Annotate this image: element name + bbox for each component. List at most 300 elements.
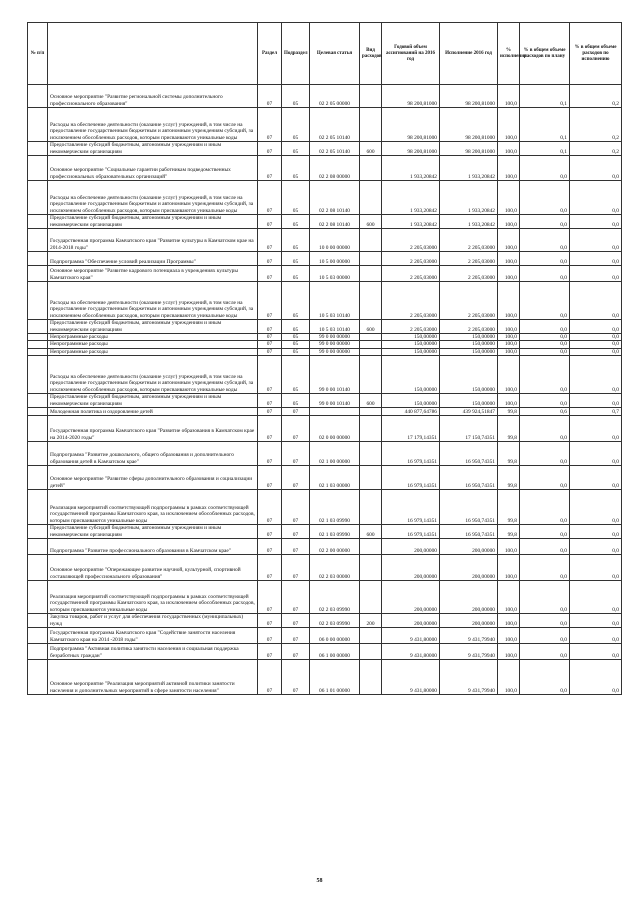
- row-annual: 9 431,80000: [382, 659, 440, 694]
- row-share-exec: 0,0: [570, 415, 622, 441]
- row-share-plan: 0,6: [520, 407, 570, 415]
- row-section: 07: [258, 441, 282, 465]
- row-target: 02 2 05 10140: [310, 142, 360, 156]
- row-kind: 600: [360, 524, 382, 538]
- row-share-plan: 0,0: [520, 181, 570, 215]
- row-num: [28, 341, 48, 348]
- row-pct: 99,8: [498, 407, 520, 415]
- row-subsection: 07: [282, 627, 310, 643]
- row-share-plan: 0,1: [520, 85, 570, 108]
- row-target: 06 0 00 00000: [310, 627, 360, 643]
- row-subsection: 07: [282, 489, 310, 524]
- row-num: [28, 334, 48, 341]
- row-pct: 100,0: [498, 85, 520, 108]
- row-section: 07: [258, 627, 282, 643]
- row-name: Реализация мероприятий соответствующей подпрограммы в рамках соответствующей государственной программы Камчатского края, за исключением обособленных расходов, которым присваиваются уникальные коды: [48, 580, 258, 613]
- row-pct: 100,0: [498, 643, 520, 659]
- row-target: 02 2 08 00000: [310, 156, 360, 181]
- header-pct: % исполнения: [498, 23, 520, 85]
- row-section: 07: [258, 142, 282, 156]
- row-kind: 600: [360, 320, 382, 334]
- row-kind: 600: [360, 142, 382, 156]
- row-name: Реализация мероприятий соответствующей подпрограммы в рамках соответствующей государственной программы Камчатского края, за исключением обособленных расходов, которым присваиваются уникальные коды: [48, 489, 258, 524]
- row-target: 99 0 00 10140: [310, 355, 360, 393]
- row-share-plan: 0,0: [520, 415, 570, 441]
- row-share-plan: 0,0: [520, 320, 570, 334]
- row-annual: 2 205,03000: [382, 282, 440, 320]
- row-share-plan: 0,0: [520, 266, 570, 282]
- row-share-plan: 0,0: [520, 355, 570, 393]
- row-exec: 150,00000: [440, 355, 498, 393]
- row-name: Подпрограмма "Развитие профессионального образования в Камчатском крае": [48, 538, 258, 554]
- row-num: [28, 252, 48, 266]
- row-pct: 99,8: [498, 524, 520, 538]
- header-row: [28, 23, 622, 85]
- row-share-plan: 0,1: [520, 108, 570, 142]
- row-kind: [360, 489, 382, 524]
- row-share-plan: 0,0: [520, 229, 570, 252]
- table-row: [28, 181, 622, 215]
- row-share-exec: 0,0: [570, 252, 622, 266]
- row-name: Основное мероприятие "Реализация мероприятий активной политики занятости населения и дополнительных мероприятий в сфере занятости населения": [48, 659, 258, 694]
- row-name: Основное мероприятие "Развитие сферы дополнительного образования и социализации детей": [48, 465, 258, 489]
- row-exec: 150,00000: [440, 334, 498, 341]
- row-pct: 100,0: [498, 108, 520, 142]
- row-target: 10 5 03 00000: [310, 266, 360, 282]
- row-pct: 100,0: [498, 215, 520, 229]
- row-section: 07: [258, 580, 282, 613]
- row-num: [28, 613, 48, 627]
- row-num: [28, 108, 48, 142]
- row-share-plan: 0,0: [520, 524, 570, 538]
- table-row: [28, 613, 622, 627]
- row-name: Расходы на обеспечение деятельности (оказание услуг) учреждений, в том числе на предоставление государственным бюджетным и автономным учреждениям субсидий, за исключением обособленных расходов, которым присваиваются уникальные коды: [48, 282, 258, 320]
- row-name: Основное мероприятие "Опережающее развитие научной, культурной, спортивной составляющей профессионального образования": [48, 554, 258, 580]
- row-annual: 200,00000: [382, 613, 440, 627]
- header-name: [48, 23, 258, 85]
- row-pct: 100,0: [498, 538, 520, 554]
- table-body: [28, 85, 622, 695]
- row-subsection: 07: [282, 465, 310, 489]
- row-share-plan: 0,0: [520, 348, 570, 355]
- row-name: Непрограммные расходы: [48, 341, 258, 348]
- row-target: 02 2 08 10140: [310, 181, 360, 215]
- row-kind: [360, 108, 382, 142]
- row-target: 02 1 03 09990: [310, 489, 360, 524]
- row-subsection: 05: [282, 85, 310, 108]
- row-section: 07: [258, 229, 282, 252]
- row-subsection: 05: [282, 320, 310, 334]
- row-name: Непрограммные расходы: [48, 348, 258, 355]
- row-num: [28, 181, 48, 215]
- row-pct: 100,0: [498, 142, 520, 156]
- row-subsection: 05: [282, 348, 310, 355]
- row-pct: 100,0: [498, 580, 520, 613]
- row-share-plan: 0,1: [520, 142, 570, 156]
- row-share-exec: 0,0: [570, 643, 622, 659]
- row-annual: 150,00000: [382, 341, 440, 348]
- row-exec: 2 205,03000: [440, 252, 498, 266]
- row-subsection: 05: [282, 334, 310, 341]
- table-row: [28, 142, 622, 156]
- row-section: 07: [258, 252, 282, 266]
- row-pct: 100,0: [498, 181, 520, 215]
- row-share-exec: 0,0: [570, 580, 622, 613]
- table-row: [28, 85, 622, 108]
- row-section: 07: [258, 613, 282, 627]
- row-name: Подпрограмма "Обеспечение условий реализации Программы": [48, 252, 258, 266]
- row-annual: 9 431,80000: [382, 643, 440, 659]
- row-exec: 200,00000: [440, 554, 498, 580]
- row-share-exec: 0,0: [570, 156, 622, 181]
- row-share-plan: 0,0: [520, 627, 570, 643]
- row-num: [28, 85, 48, 108]
- row-pct: 100,0: [498, 554, 520, 580]
- row-annual: 98 200,81000: [382, 108, 440, 142]
- row-share-plan: 0,0: [520, 465, 570, 489]
- row-exec: 200,00000: [440, 613, 498, 627]
- row-share-exec: 0,0: [570, 341, 622, 348]
- row-exec: 200,00000: [440, 580, 498, 613]
- row-exec: 150,00000: [440, 348, 498, 355]
- header-annual: Годовой объем ассигнований на 2016 год: [382, 23, 440, 85]
- row-annual: 16 979,14351: [382, 441, 440, 465]
- table-row: [28, 266, 622, 282]
- row-kind: [360, 465, 382, 489]
- row-exec: 1 933,20842: [440, 181, 498, 215]
- row-num: [28, 355, 48, 393]
- row-pct: 100,0: [498, 341, 520, 348]
- budget-table: [27, 22, 622, 695]
- row-share-exec: 0,0: [570, 229, 622, 252]
- row-exec: 16 950,74351: [440, 489, 498, 524]
- row-kind: [360, 156, 382, 181]
- row-name: Предоставление субсидий бюджетным, автономным учреждениям и иным некоммерческим организациям: [48, 393, 258, 407]
- row-target: 02 2 03 09990: [310, 613, 360, 627]
- row-section: 07: [258, 320, 282, 334]
- row-subsection: 05: [282, 393, 310, 407]
- row-share-exec: 0,7: [570, 407, 622, 415]
- row-annual: 16 979,14351: [382, 489, 440, 524]
- row-share-exec: 0,0: [570, 465, 622, 489]
- table-row: [28, 489, 622, 524]
- row-exec: 9 431,79940: [440, 659, 498, 694]
- row-target: 02 2 08 10140: [310, 215, 360, 229]
- row-share-exec: 0,2: [570, 142, 622, 156]
- row-num: [28, 215, 48, 229]
- row-share-exec: 0,0: [570, 554, 622, 580]
- row-target: 02 2 00 00000: [310, 538, 360, 554]
- row-annual: 150,00000: [382, 355, 440, 393]
- row-share-exec: 0,0: [570, 441, 622, 465]
- row-share-plan: 0,0: [520, 215, 570, 229]
- row-exec: 2 205,03000: [440, 266, 498, 282]
- row-section: 07: [258, 407, 282, 415]
- row-num: [28, 659, 48, 694]
- row-kind: [360, 181, 382, 215]
- table-row: [28, 441, 622, 465]
- row-target: 99 0 00 00000: [310, 348, 360, 355]
- row-exec: 439 924,51847: [440, 407, 498, 415]
- row-annual: 150,00000: [382, 393, 440, 407]
- row-name: Государственная программа Камчатского края "Развитие культуры в Камчатском крае на 2014-2018 годы": [48, 229, 258, 252]
- row-share-exec: 0,2: [570, 108, 622, 142]
- row-name: Расходы на обеспечение деятельности (оказание услуг) учреждений, в том числе на предоставление государственным бюджетным и автономным учреждениям субсидий, за исключением обособленных расходов, которым присваиваются уникальные коды: [48, 355, 258, 393]
- row-subsection: 07: [282, 659, 310, 694]
- row-pct: 99,8: [498, 489, 520, 524]
- row-share-plan: 0,0: [520, 282, 570, 320]
- row-subsection: 07: [282, 441, 310, 465]
- header-kind: Вид расходов: [360, 23, 382, 85]
- header-num: № п/п: [28, 23, 48, 85]
- row-subsection: 05: [282, 142, 310, 156]
- row-pct: 100,0: [498, 355, 520, 393]
- row-target: 02 2 03 09990: [310, 580, 360, 613]
- row-kind: [360, 659, 382, 694]
- row-exec: 16 950,74351: [440, 441, 498, 465]
- row-target: 02 1 03 09990: [310, 524, 360, 538]
- row-kind: [360, 441, 382, 465]
- row-kind: [360, 282, 382, 320]
- row-target: 99 0 00 00000: [310, 334, 360, 341]
- row-target: 02 1 03 00000: [310, 465, 360, 489]
- table-row: [28, 229, 622, 252]
- row-annual: 440 877,64786: [382, 407, 440, 415]
- table-row: [28, 627, 622, 643]
- row-share-exec: 0,0: [570, 320, 622, 334]
- row-exec: 9 431,79940: [440, 627, 498, 643]
- row-exec: 150,00000: [440, 341, 498, 348]
- row-name: Предоставление субсидий бюджетным, автономным учреждениям и иным некоммерческим организациям: [48, 320, 258, 334]
- row-pct: 99,8: [498, 415, 520, 441]
- row-exec: 16 950,74351: [440, 465, 498, 489]
- row-pct: 100,0: [498, 627, 520, 643]
- row-exec: 2 205,03000: [440, 282, 498, 320]
- row-num: [28, 580, 48, 613]
- budget-table-sheet: [27, 22, 622, 695]
- row-subsection: 07: [282, 407, 310, 415]
- row-name: Закупка товаров, работ и услуг для обеспечения государственных (муниципальных) нужд: [48, 613, 258, 627]
- row-num: [28, 282, 48, 320]
- row-subsection: 07: [282, 538, 310, 554]
- row-share-exec: 0,0: [570, 659, 622, 694]
- row-kind: [360, 85, 382, 108]
- row-share-exec: 0,2: [570, 85, 622, 108]
- row-annual: 17 179,14351: [382, 415, 440, 441]
- row-section: 07: [258, 156, 282, 181]
- row-subsection: 05: [282, 156, 310, 181]
- row-section: 07: [258, 85, 282, 108]
- row-annual: 2 205,03000: [382, 266, 440, 282]
- row-name: Государственная программа Камчатского края "Развитие образования в Камчатском крае на 2014-2020 годы": [48, 415, 258, 441]
- row-section: 07: [258, 415, 282, 441]
- table-row: [28, 320, 622, 334]
- row-name: Основное мероприятие "Социальные гарантии работникам подведомственных профессиональных образовательных организаций": [48, 156, 258, 181]
- row-section: 07: [258, 266, 282, 282]
- row-share-plan: 0,0: [520, 156, 570, 181]
- table-row: [28, 108, 622, 142]
- row-name: Основное мероприятие "Развитие региональной системы дополнительного профессионального образования": [48, 85, 258, 108]
- row-num: [28, 229, 48, 252]
- row-annual: 150,00000: [382, 334, 440, 341]
- row-kind: 200: [360, 613, 382, 627]
- row-annual: 1 933,20842: [382, 156, 440, 181]
- row-kind: [360, 415, 382, 441]
- row-share-plan: 0,0: [520, 613, 570, 627]
- row-section: 07: [258, 489, 282, 524]
- row-annual: 2 205,03000: [382, 252, 440, 266]
- row-subsection: 05: [282, 282, 310, 320]
- row-annual: 200,00000: [382, 554, 440, 580]
- row-name: Расходы на обеспечение деятельности (оказание услуг) учреждений, в том числе на предоставление государственным бюджетным и автономным учреждениям субсидий, за исключением обособленных расходов, которым присваиваются уникальные коды: [48, 108, 258, 142]
- row-subsection: 07: [282, 554, 310, 580]
- row-exec: 16 950,74351: [440, 524, 498, 538]
- row-section: 07: [258, 215, 282, 229]
- table-row: [28, 415, 622, 441]
- row-num: [28, 266, 48, 282]
- row-name: Предоставление субсидий бюджетным, автономным учреждениям и иным некоммерческим организациям: [48, 215, 258, 229]
- row-name: Подпрограмма "Развитие дошкольного, общего образования и дополнительного образования детей в Камчатском крае": [48, 441, 258, 465]
- page-number: 58: [316, 878, 323, 884]
- row-pct: 100,0: [498, 613, 520, 627]
- row-share-plan: 0,0: [520, 441, 570, 465]
- row-subsection: 07: [282, 613, 310, 627]
- row-pct: 99,8: [498, 441, 520, 465]
- row-target: 99 0 00 10140: [310, 393, 360, 407]
- row-subsection: 05: [282, 215, 310, 229]
- row-kind: [360, 538, 382, 554]
- row-num: [28, 554, 48, 580]
- row-exec: 98 200,81000: [440, 108, 498, 142]
- row-target: 10 5 00 00000: [310, 252, 360, 266]
- row-name: Расходы на обеспечение деятельности (оказание услуг) учреждений, в том числе на предоставление государственным бюджетным и автономным учреждениям субсидий, за исключением обособленных расходов, которым присваиваются уникальные коды: [48, 181, 258, 215]
- row-section: 07: [258, 108, 282, 142]
- row-num: [28, 320, 48, 334]
- row-annual: 98 200,81000: [382, 142, 440, 156]
- row-share-plan: 0,0: [520, 659, 570, 694]
- row-name: Молодежная политика и оздоровление детей: [48, 407, 258, 415]
- row-pct: 100,0: [498, 229, 520, 252]
- header-target: Целевая статья: [310, 23, 360, 85]
- table-row: [28, 554, 622, 580]
- row-kind: [360, 266, 382, 282]
- row-pct: 100,0: [498, 266, 520, 282]
- row-exec: 17 150,74351: [440, 415, 498, 441]
- row-subsection: 05: [282, 341, 310, 348]
- row-subsection: 07: [282, 643, 310, 659]
- row-target: 02 2 05 00000: [310, 85, 360, 108]
- row-section: 07: [258, 538, 282, 554]
- row-section: 07: [258, 465, 282, 489]
- row-share-plan: 0,0: [520, 643, 570, 659]
- row-subsection: 05: [282, 252, 310, 266]
- table-row: [28, 659, 622, 694]
- header-exec: Исполнение 2016 год: [440, 23, 498, 85]
- row-name: Подпрограмма "Активная политика занятости населения и социальная поддержка безработных граждан": [48, 643, 258, 659]
- table-row: [28, 465, 622, 489]
- row-kind: 600: [360, 215, 382, 229]
- row-exec: 1 933,20842: [440, 156, 498, 181]
- row-kind: [360, 355, 382, 393]
- row-exec: 98 200,81000: [440, 85, 498, 108]
- row-annual: 1 933,20842: [382, 215, 440, 229]
- table-row: [28, 407, 622, 415]
- row-pct: 100,0: [498, 334, 520, 341]
- row-pct: 100,0: [498, 252, 520, 266]
- row-num: [28, 627, 48, 643]
- row-kind: [360, 334, 382, 341]
- row-share-plan: 0,0: [520, 554, 570, 580]
- row-share-plan: 0,0: [520, 334, 570, 341]
- row-exec: 1 933,20842: [440, 215, 498, 229]
- row-section: 07: [258, 524, 282, 538]
- row-num: [28, 643, 48, 659]
- row-share-exec: 0,0: [570, 215, 622, 229]
- row-annual: 16 979,14351: [382, 524, 440, 538]
- row-target: 10 0 00 00000: [310, 229, 360, 252]
- row-annual: 16 979,14351: [382, 465, 440, 489]
- table-row: [28, 156, 622, 181]
- row-target: 02 2 03 00000: [310, 554, 360, 580]
- row-pct: 100,0: [498, 156, 520, 181]
- row-kind: [360, 643, 382, 659]
- row-num: [28, 524, 48, 538]
- row-share-exec: 0,0: [570, 393, 622, 407]
- table-row: [28, 341, 622, 348]
- row-annual: 2 205,03000: [382, 320, 440, 334]
- row-num: [28, 415, 48, 441]
- row-target: 10 5 03 10140: [310, 282, 360, 320]
- row-num: [28, 142, 48, 156]
- row-share-plan: 0,0: [520, 341, 570, 348]
- table-row: [28, 538, 622, 554]
- table-row: [28, 355, 622, 393]
- row-share-exec: 0,0: [570, 489, 622, 524]
- row-share-plan: 0,0: [520, 393, 570, 407]
- row-kind: [360, 229, 382, 252]
- row-num: [28, 348, 48, 355]
- row-section: 07: [258, 643, 282, 659]
- row-share-exec: 0,0: [570, 627, 622, 643]
- row-num: [28, 156, 48, 181]
- row-name: Непрограммные расходы: [48, 334, 258, 341]
- row-share-exec: 0,0: [570, 266, 622, 282]
- row-target: 99 0 00 00000: [310, 341, 360, 348]
- row-section: 07: [258, 554, 282, 580]
- header-subsection: Подраздел: [282, 23, 310, 85]
- row-pct: 100,0: [498, 320, 520, 334]
- table-row: [28, 524, 622, 538]
- row-target: [310, 407, 360, 415]
- row-kind: 600: [360, 393, 382, 407]
- row-kind: [360, 407, 382, 415]
- row-section: 07: [258, 282, 282, 320]
- table-row: [28, 252, 622, 266]
- row-num: [28, 465, 48, 489]
- row-subsection: 05: [282, 108, 310, 142]
- row-kind: [360, 341, 382, 348]
- row-num: [28, 407, 48, 415]
- header-share-exec: % в общем объеме расходов по исполнению: [570, 23, 622, 85]
- row-pct: 100,0: [498, 393, 520, 407]
- row-exec: 200,00000: [440, 538, 498, 554]
- row-subsection: 05: [282, 181, 310, 215]
- row-name: Предоставление субсидий бюджетным, автономным учреждениям и иным некоммерческим организациям: [48, 524, 258, 538]
- row-num: [28, 489, 48, 524]
- row-section: 07: [258, 348, 282, 355]
- row-share-plan: 0,0: [520, 252, 570, 266]
- row-kind: [360, 348, 382, 355]
